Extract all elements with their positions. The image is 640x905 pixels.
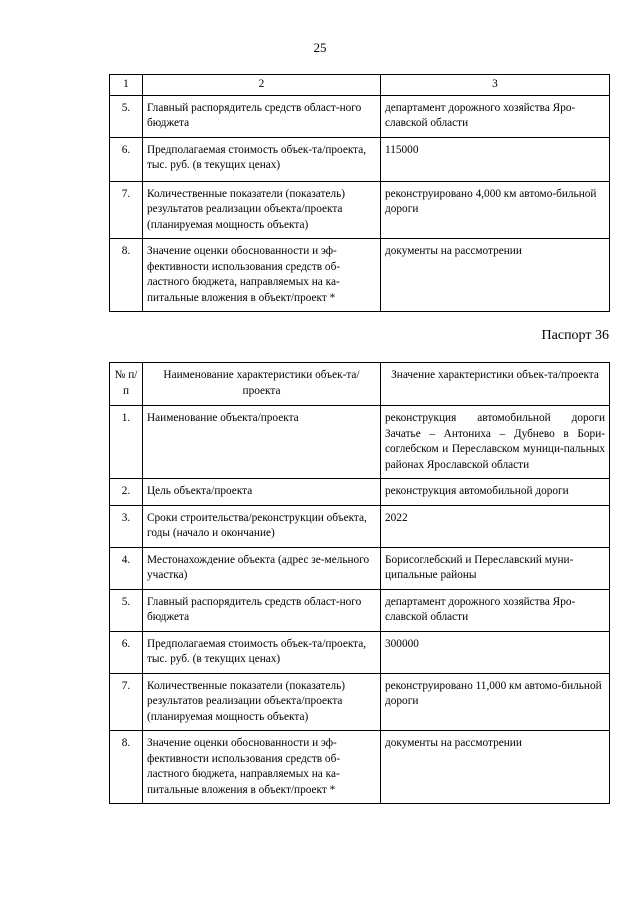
table-row <box>110 181 610 239</box>
header-characteristic-name: Наименование характеристики объек-та/проекта <box>143 363 381 406</box>
characteristic-value: департамент дорожного хозяйства Яро-славской области <box>381 589 610 631</box>
column-number-3: 3 <box>381 75 610 96</box>
row-number: 4. <box>110 547 143 589</box>
characteristic-name: Предполагаемая стоимость объек-та/проекта, тыс. руб. (в текущих ценах) <box>143 137 381 181</box>
row-number: 8. <box>110 731 143 804</box>
characteristic-value: 2022 <box>381 505 610 547</box>
table-row <box>110 547 610 589</box>
characteristic-name: Предполагаемая стоимость объек-та/проекта, тыс. руб. (в текущих ценах) <box>143 631 381 673</box>
table-row <box>110 239 610 312</box>
characteristic-name: Количественные показатели (показатель) результатов реализации объекта/проекта (планируемая мощность объекта) <box>143 181 381 239</box>
row-number: 8. <box>110 239 143 312</box>
characteristic-name: Наименование объекта/проекта <box>143 406 381 479</box>
row-number: 7. <box>110 181 143 239</box>
row-number: 1. <box>110 406 143 479</box>
row-number: 6. <box>110 137 143 181</box>
page-number: 25 <box>313 40 327 55</box>
continuation-table <box>109 74 610 312</box>
header-number: № п/п <box>110 363 143 406</box>
table-row <box>110 479 610 506</box>
column-number-2: 2 <box>143 75 381 96</box>
characteristic-value: 115000 <box>381 137 610 181</box>
characteristic-value: 300000 <box>381 631 610 673</box>
table-row <box>110 137 610 181</box>
characteristic-value: Борисоглебский и Переславский муни-ципальные районы <box>381 547 610 589</box>
characteristic-name: Сроки строительства/реконструкции объекта, годы (начало и окончание) <box>143 505 381 547</box>
characteristic-name: Количественные показатели (показатель) результатов реализации объекта/проекта (планируемая мощность объекта) <box>143 673 381 731</box>
row-number: 5. <box>110 95 143 137</box>
characteristic-name: Значение оценки обоснованности и эф-фективности использования средств об-ластного бюджета, направляемых на ка-питальные вложения в объект/проект * <box>143 731 381 804</box>
table-header-row <box>110 75 610 96</box>
table-row <box>110 731 610 804</box>
column-number-1: 1 <box>110 75 143 96</box>
table-row <box>110 673 610 731</box>
table-row <box>110 631 610 673</box>
characteristic-name: Цель объекта/проекта <box>143 479 381 506</box>
row-number: 3. <box>110 505 143 547</box>
table-row <box>110 505 610 547</box>
characteristic-value: реконструкция автомобильной дороги <box>381 479 610 506</box>
characteristic-value: реконструировано 11,000 км автомо-бильной дороги <box>381 673 610 731</box>
row-number: 7. <box>110 673 143 731</box>
characteristic-name: Главный распорядитель средств област-ного бюджета <box>143 95 381 137</box>
table-row <box>110 589 610 631</box>
characteristic-value: реконструировано 4,000 км автомо-бильной дороги <box>381 181 610 239</box>
header-characteristic-value: Значение характеристики объек-та/проекта <box>381 363 610 406</box>
characteristic-value: документы на рассмотрении <box>381 731 610 804</box>
characteristic-name: Значение оценки обоснованности и эф-фективности использования средств об-ластного бюджета, направляемых на ка-питальные вложения в объект/проект * <box>143 239 381 312</box>
table-header-row <box>110 363 610 406</box>
characteristic-value: документы на рассмотрении <box>381 239 610 312</box>
table-row <box>110 406 610 479</box>
characteristic-value: департамент дорожного хозяйства Яро-славской области <box>381 95 610 137</box>
row-number: 6. <box>110 631 143 673</box>
row-number: 2. <box>110 479 143 506</box>
characteristic-value: реконструкция автомобильной дороги Зачатье – Антониха – Дубнево в Бори-соглебском и Переславском муници-пальных районах Ярославской области <box>381 406 610 479</box>
passport-table <box>109 362 610 804</box>
characteristic-name: Местонахождение объекта (адрес зе-мельного участка) <box>143 547 381 589</box>
table-row <box>110 95 610 137</box>
passport-title: Паспорт 36 <box>541 328 609 343</box>
characteristic-name: Главный распорядитель средств област-ного бюджета <box>143 589 381 631</box>
row-number: 5. <box>110 589 143 631</box>
